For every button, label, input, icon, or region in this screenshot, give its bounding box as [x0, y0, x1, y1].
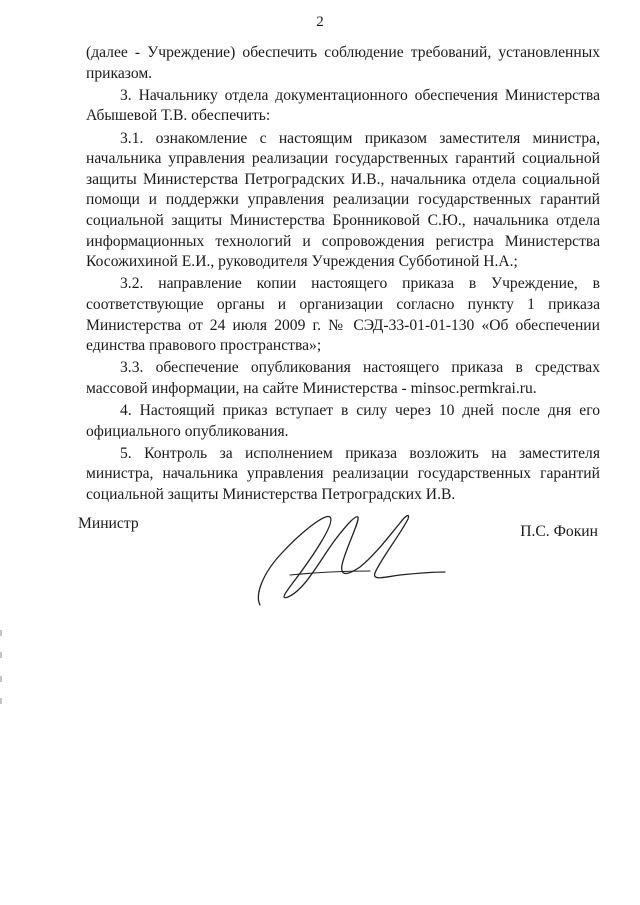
paragraph-item-5: 5. Контроль за исполнением приказа возложить на заместителя министра, начальника управления реализации государственных гарантий социальной защиты Министерства Петроградских И.В.	[86, 444, 600, 504]
document-body	[86, 43, 600, 507]
paragraph-item-3: 3. Начальнику отдела документационного обеспечения Министерства Абышевой Т.В. обеспечить:	[86, 86, 600, 125]
signer-title: Министр	[78, 515, 139, 532]
margin-marks	[0, 630, 6, 710]
signer-name: П.С. Фокин	[520, 523, 598, 540]
paragraph-item-3-2: 3.2. направление копии настоящего приказа в Учреждение, в соответствующие органы и организации согласно пункту 1 приказа Министерства от 24 июля 2009 г. № СЭД-33-01-01-130 «Об обеспечении единства правового пространства»;	[86, 275, 600, 355]
page-number: 2	[316, 14, 324, 30]
signature-block	[78, 505, 598, 625]
paragraph-item-3-1: 3.1. ознакомление с настоящим приказом заместителя министра, начальника управления реализации государственных гарантий социальной защиты Министерства Петроградских И.В., начальника отдела социальной помощи и поддержки управления реализации государственных гарантий социальной защиты Министерства Бронниковой С.Ю., начальника отдела информационных технологий и сопровождения регистра Министерства Косожихиной Е.И., руководителя Учреждения Субботиной Н.А.;	[86, 129, 600, 271]
handwritten-signature	[250, 505, 450, 615]
paragraph-continuation: (далее - Учреждение) обеспечить соблюдение требований, установленных приказом.	[86, 44, 600, 82]
paragraph-item-3-3: 3.3. обеспечение опубликования настоящего приказа в средствах массовой информации, на сайте Министерства - minsoc.permkrai.ru.	[86, 359, 600, 397]
paragraph-item-4: 4. Настоящий приказ вступает в силу через 10 дней после дня его официального опубликования.	[86, 402, 600, 440]
